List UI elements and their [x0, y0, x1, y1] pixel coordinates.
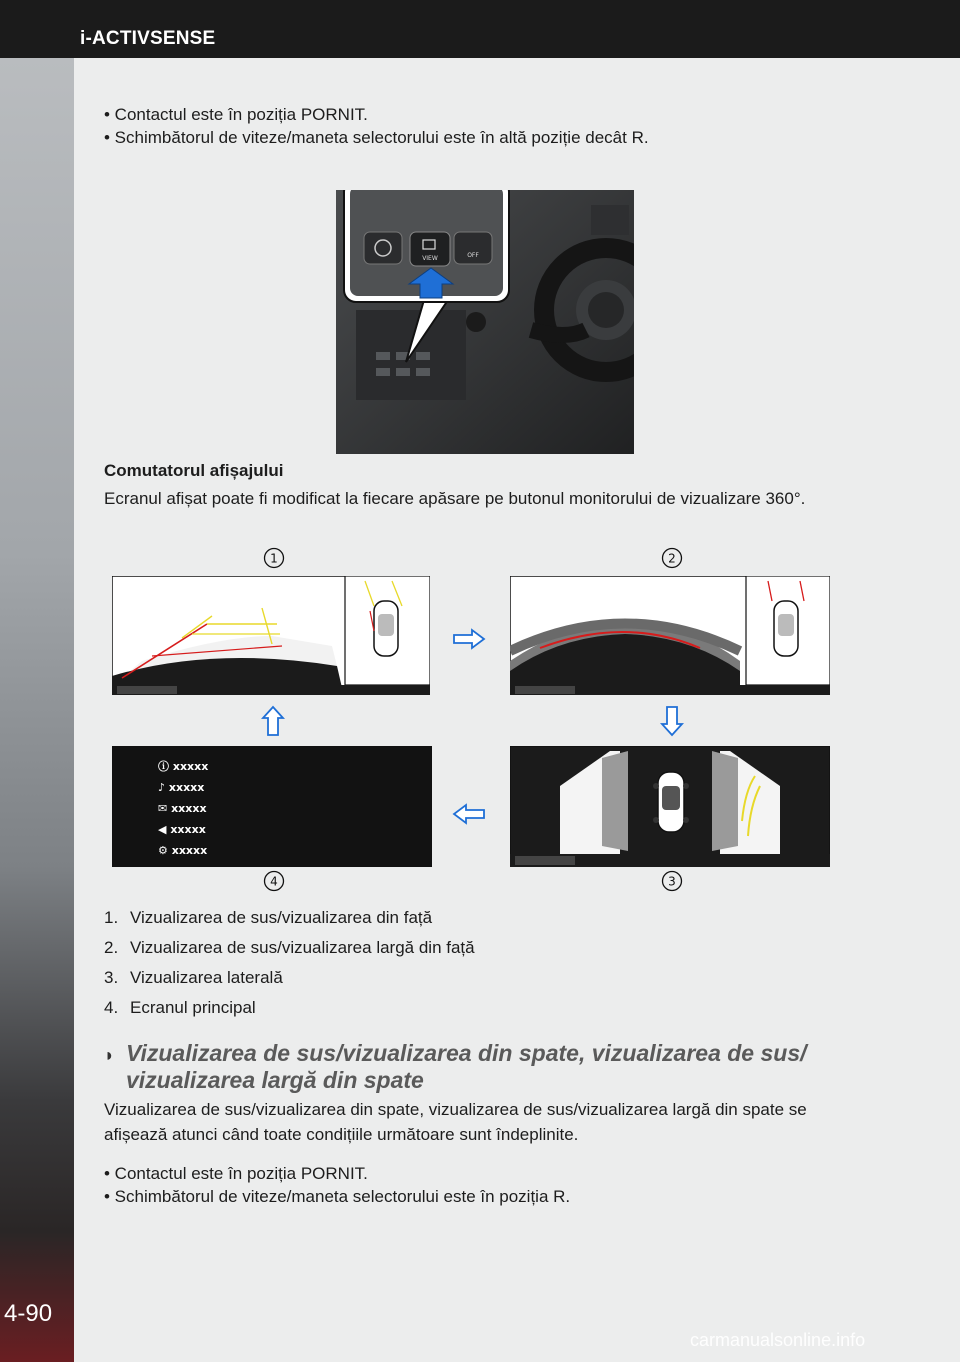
- message-icon: ✉: [158, 802, 168, 815]
- navigation-icon: ◀: [158, 823, 167, 836]
- svg-text:2: 2: [668, 551, 676, 566]
- bullet-item: • Schimbătorul de viteze/maneta selectorului este în altă poziție decât R.: [104, 128, 649, 147]
- menu-row: ♪ xxxxx: [158, 781, 205, 794]
- screen-2-wide-front-view: [510, 576, 830, 695]
- settings-icon: ⚙: [158, 844, 168, 857]
- rear-view-bullets: [104, 1162, 570, 1208]
- bullet-item: • Contactul este în poziția PORNIT.: [104, 105, 368, 124]
- left-photo-strip: [0, 58, 74, 1362]
- arrow-right-icon: [452, 628, 486, 650]
- screen-4-label: [263, 870, 285, 892]
- list-item: 4. Ecranul principal: [104, 998, 256, 1017]
- view-button-label: VIEW: [422, 255, 438, 262]
- arrow-left-icon: [452, 803, 486, 825]
- page-number: 4-90: [4, 1300, 53, 1327]
- svg-text:4: 4: [270, 874, 278, 889]
- menu-row: ◀ xxxxx: [158, 823, 206, 836]
- rear-view-subheading: ◗ Vizualizarea de sus/vizualizarea din spate, vizualizarea de sus/ vizualizarea largă din spate: [104, 1040, 807, 1093]
- screen-list: [104, 908, 475, 1028]
- header-bar: [0, 0, 960, 58]
- svg-text:1: 1: [270, 551, 278, 566]
- screen-1-label: [263, 547, 285, 569]
- list-item: 1. Vizualizarea de sus/vizualizarea din față: [104, 908, 433, 927]
- dashboard-illustration: [336, 190, 634, 454]
- list-item: 2. Vizualizarea de sus/vizualizarea largă din față: [104, 938, 475, 957]
- rear-view-paragraph: Vizualizarea de sus/vizualizarea din spate, vizualizarea de sus/vizualizarea largă din spate se afișează atunci când toate condițiile următoare sunt îndeplinite.: [104, 1100, 807, 1144]
- menu-row: ⚙ xxxxx: [158, 844, 208, 857]
- switch-paragraph: Ecranul afișat poate fi modificat la fiecare apăsare pe butonul monitorului de vizualizare 360°.: [104, 489, 806, 508]
- intro-bullets: [104, 103, 649, 149]
- bullet-item: • Contactul este în poziția PORNIT.: [104, 1164, 368, 1183]
- menu-row: ⓘ xxxxx: [158, 760, 209, 773]
- menu-row: ✉ xxxxx: [158, 802, 207, 815]
- screen-4-home-screen: [112, 746, 432, 867]
- music-icon: ♪: [158, 781, 166, 794]
- section-marker-icon: ◗: [104, 1045, 115, 1065]
- bullet-item: • Schimbătorul de viteze/maneta selectorului este în poziția R.: [104, 1187, 571, 1206]
- watermark: carmanualsonline.info: [690, 1330, 866, 1350]
- info-icon: ⓘ: [158, 760, 169, 773]
- arrow-up-icon: [261, 705, 285, 737]
- screen-2-label: [661, 547, 683, 569]
- screen-3-label: [661, 870, 683, 892]
- svg-text:3: 3: [668, 874, 676, 889]
- off-button-label: OFF: [467, 252, 479, 259]
- section-title: i-ACTIVSENSE: [80, 28, 216, 49]
- switch-heading: Comutatorul afișajului: [104, 461, 284, 480]
- screen-3-side-view: [510, 746, 830, 867]
- arrow-down-icon: [660, 705, 684, 737]
- list-item: 3. Vizualizarea laterală: [104, 968, 283, 987]
- screen-1-front-view: [112, 576, 430, 695]
